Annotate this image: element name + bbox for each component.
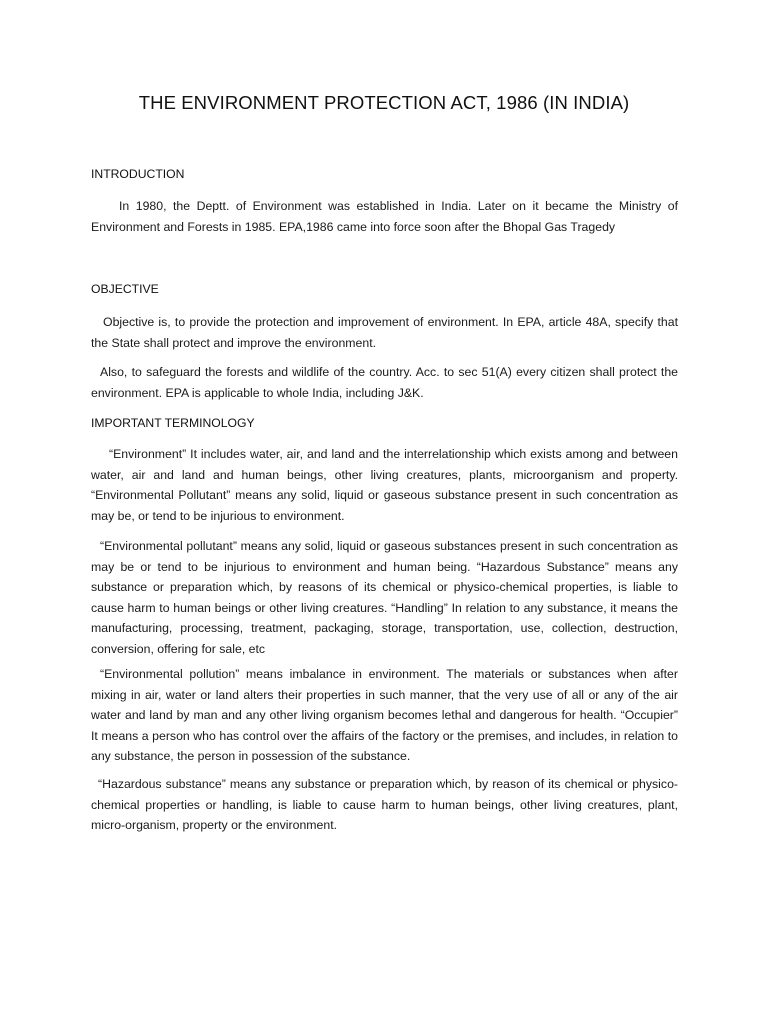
section-heading-introduction: INTRODUCTION	[91, 167, 185, 181]
paragraph-terminology-pollutant: “Environmental pollutant” means any solid, liquid or gaseous substances present in such concentration as may be or tend to be injurious to environment and human being. “Hazardous Substance” means any substance or preparation which, by reasons of its chemical or physico-chemical properties, is liable to cause harm to human beings or other living creatures. “Handling” In relation to any substance, it means the manufacturing, processing, treatment, packaging, storage, transportation, use, collection, destruction, conversion, offering for sale, etc	[91, 539, 678, 656]
paragraph-objective-1: Objective is, to provide the protection and improvement of environment. In EPA, article 48A, specify that the State shall protect and improve the environment.	[91, 315, 678, 350]
paragraph-terminology-pollution: “Environmental pollution” means imbalance in environment. The materials or substances when after mixing in air, water or land alters their properties in such manner, that the very use of all or any of the air water and land by man and any other living organism becomes lethal and dangerous for health. “Occupier” It means a person who has control over the affairs of the factory or the premises, and includes, in relation to any substance, the person in possession of the substance.	[91, 667, 678, 763]
paragraph-introduction-1: In 1980, the Deptt. of Environment was established in India. Later on it became the Ministry of Environment and Forests in 1985. EPA,1986 came into force soon after the Bhopal Gas Tragedy	[91, 199, 678, 234]
section-heading-objective: OBJECTIVE	[91, 282, 159, 296]
section-heading-terminology: IMPORTANT TERMINOLOGY	[91, 416, 255, 430]
paragraph-terminology-environment: “Environment” It includes water, air, and land and the interrelationship which exists among and between water, air and land and human beings, other living creatures, plants, microorganism and property. “Environmental Pollutant” means any solid, liquid or gaseous substance present in such concentration as may be, or tend to be injurious to environment.	[91, 447, 678, 523]
page-title: THE ENVIRONMENT PROTECTION ACT, 1986 (IN INDIA)	[138, 92, 630, 113]
paragraph-terminology-hazardous: “Hazardous substance” means any substance or preparation which, by reason of its chemical or physico-chemical properties or handling, is liable to cause harm to human beings, other living creatures, plant, micro-organism, property or the environment.	[91, 777, 678, 832]
paragraph-objective-2: Also, to safeguard the forests and wildlife of the country. Acc. to sec 51(A) every citizen shall protect the environment. EPA is applicable to whole India, including J&K.	[91, 365, 678, 400]
